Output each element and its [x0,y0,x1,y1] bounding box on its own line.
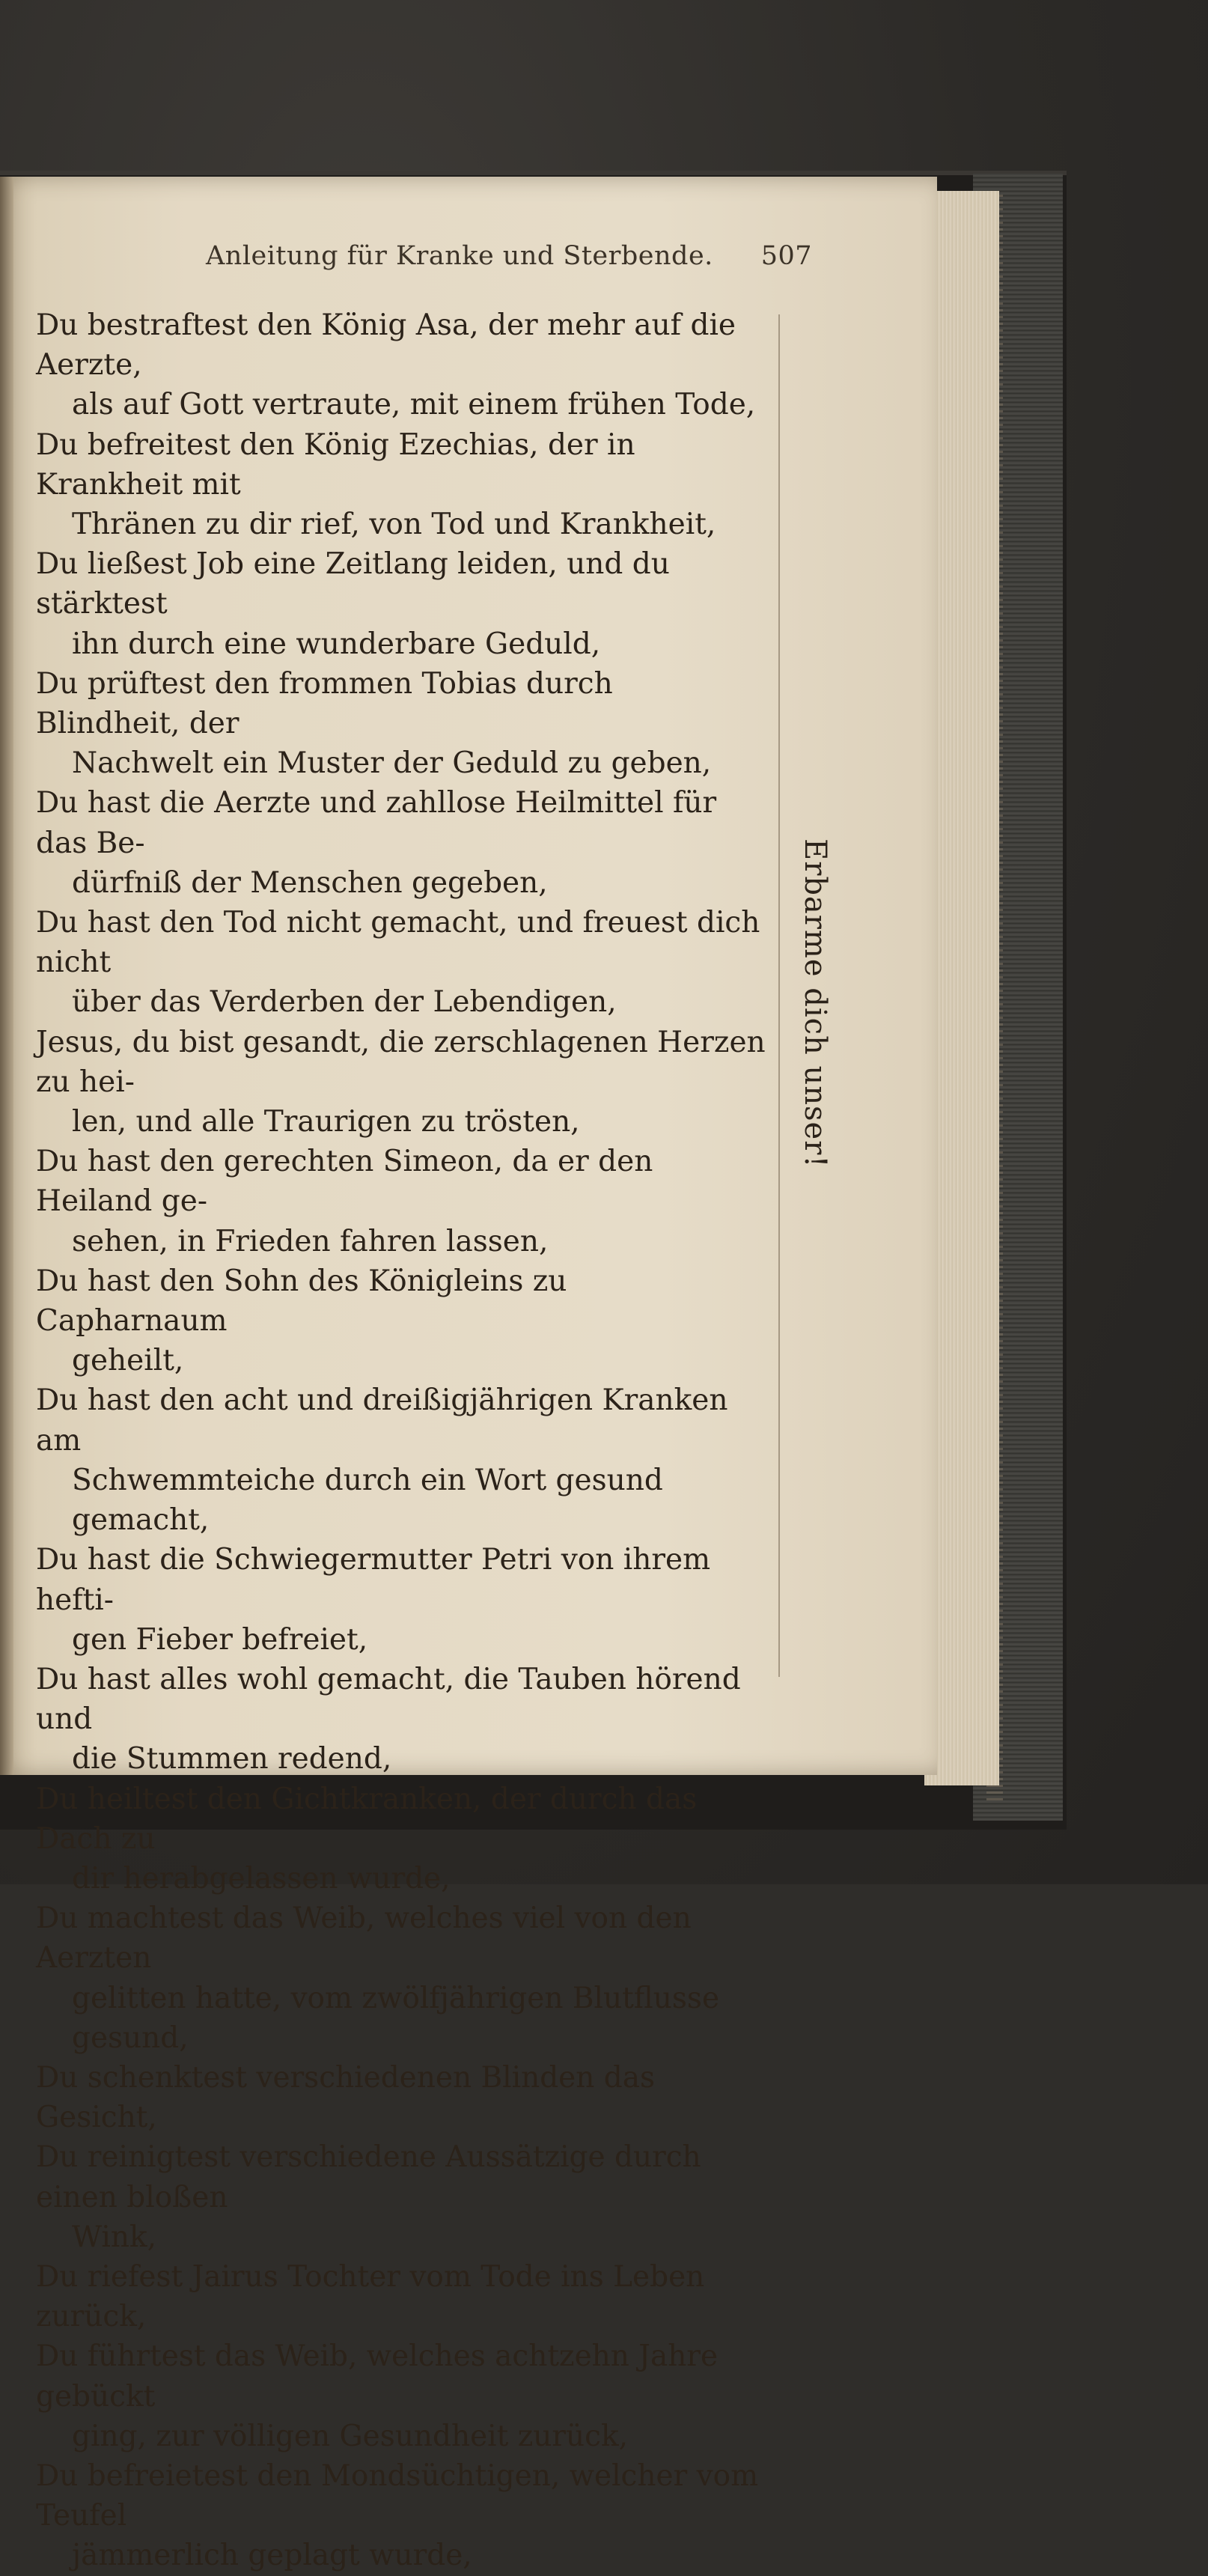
verse: Du ließest Job eine Zeitlang leiden, und du stärktest ihn durch eine wunderbare Geduld, [36,547,670,661]
verse: Du befreietest den Mondsüchtigen, welcher vom Teufel jämmerlich geplagt wurde, [36,2458,759,2573]
verse: Du hast den gerechten Simeon, da er den Heiland ge- sehen, in Frieden fahren lassen, [36,1145,653,1258]
verse: Du hast den Tod nicht gemacht, und freuest dich nicht über das Verderben der Lebendigen, [36,906,760,1020]
verse: Du heiltest den Gichtkranken, der durch das Dach zu dir herabgelassen wurde, [36,1782,698,1896]
verse: Du riefest Jairus Tochter vom Tode ins Leben zurück, [36,2259,705,2334]
running-head-title: Anleitung für Kranke und Sterbende. [206,241,713,271]
verse: Du befreitest den König Ezechias, der in Krankheit mit Thränen zu dir rief, von Tod und Krankheit, [36,427,716,542]
verse: Jesus, du bist gesandt, die zerschlagenen Herzen zu hei- len, und alle Traurigen zu trösten, [36,1025,766,1139]
verse: Du bestraftest den König Asa, der mehr auf die Aerzte, als auf Gott vertraute, mit einem frühen Tode, [36,308,756,422]
verse: Du hast die Schwiegermutter Petri von ihrem hefti- gen Fieber befreiet, [36,1543,711,1657]
verse: Du hast den Sohn des Königleins zu Capharnaum geheilt, [36,1264,567,1378]
verse: Du prüftest den frommen Tobias durch Blindheit, der Nachwelt ein Muster der Geduld zu geben, [36,666,712,781]
marginal-response-text: Erbarme dich unser! [798,838,832,1169]
litany-text [36,305,766,2576]
page-number: 507 [760,241,812,271]
running-head [172,241,846,278]
marginal-response [793,838,838,1168]
verse: Du führtest das Weib, welches achtzehn Jahre gebückt ging, zur völligen Gesundheit zurück, [36,2339,719,2453]
verse: Du hast die Aerzte und zahllose Heilmittel für das Be- dürfniß der Menschen gegeben, [36,786,717,900]
verse: Du schenktest verschiedenen Blinden das Gesicht, [36,2060,655,2135]
verse: Du machtest das Weib, welches viel von den Aerzten gelitten hatte, vom zwölfjährigen Blutflusse gesund, [36,1901,720,2055]
verse: Du reinigtest verschiedene Aussätzige durch einen bloßen Wink, [36,2140,701,2254]
page-gutter [0,177,13,1775]
verse: Du hast alles wohl gemacht, die Tauben hörend und die Stummen redend, [36,1662,741,1776]
margin-rule [778,314,780,1677]
verse: Du hast den acht und dreißigjährigen Kranken am Schwemmteiche durch ein Wort gesund gemacht, [36,1383,728,1538]
